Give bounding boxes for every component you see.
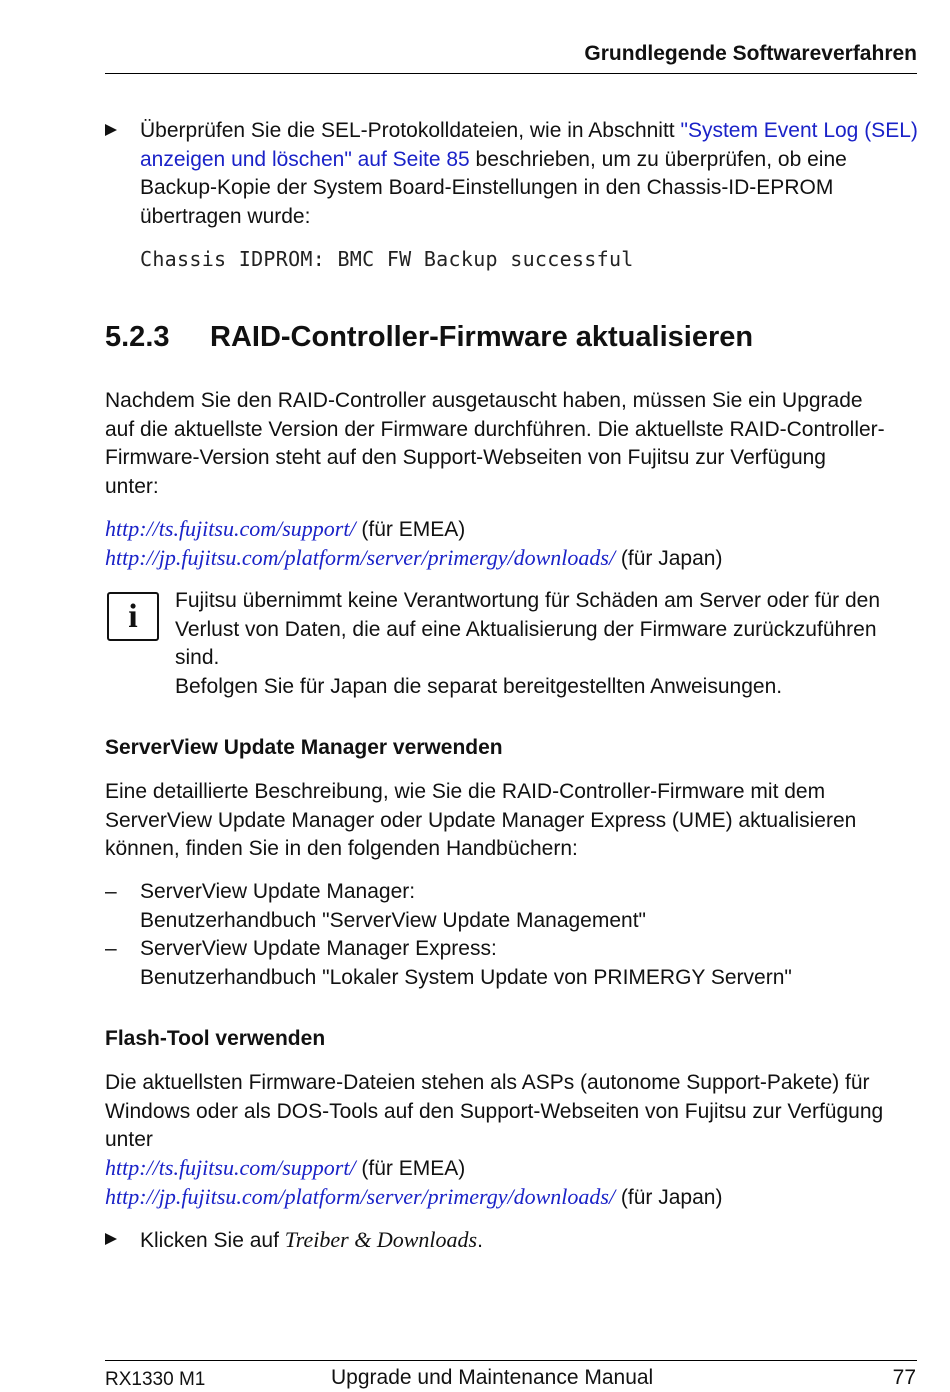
footer-manual-title: Upgrade und Maintenance Manual (331, 1366, 654, 1389)
footer-rule (105, 1360, 917, 1361)
link-suffix: (für EMEA) (355, 518, 466, 541)
link-suffix: (für Japan) (615, 1186, 723, 1209)
link-line-emea (105, 1154, 465, 1184)
subsection-title-flash-tool: Flash-Tool verwenden (105, 1027, 326, 1050)
intro-paragraph: Nachdem Sie den RAID-Controller ausgetauscht haben, müssen Sie ein Upgrade auf die aktuellste Version der Firmware durchführen. Die aktuellste RAID-Controller-Firmware-Version steht auf den Support-Webseiten von Fujitsu zur Verfügung unter: (105, 389, 885, 498)
link-line-japan (105, 1183, 722, 1213)
step-arrow-icon (105, 124, 117, 136)
flash-tool-paragraph: Die aktuellsten Firmware-Dateien stehen als ASPs (autonome Support-Pakete) für Windows oder als DOS-Tools auf den Support-Webseiten von Fujitsu zur Verfügung unter (105, 1071, 884, 1152)
section-title: RAID-Controller-Firmware aktualisieren (210, 321, 754, 353)
subsection-title-update-manager: ServerView Update Manager verwenden (105, 736, 503, 759)
list-dash: – (105, 880, 117, 903)
step-text-b: beschrieben, um zu überprüfen, ob eine Backup-Kopie der System Board-Einstellungen in den Chassis-ID-EPROM übertragen wurde: (140, 147, 847, 228)
list-dash: – (105, 937, 117, 960)
step-sel-check (140, 117, 920, 231)
code-sample: Chassis IDPROM: BMC FW Backup successful (140, 247, 634, 271)
link-suffix: (für Japan) (615, 547, 723, 570)
support-link-emea[interactable]: http://ts.fujitsu.com/support/ (105, 1155, 356, 1180)
support-link-emea[interactable]: http://ts.fujitsu.com/support/ (105, 516, 356, 541)
sel-section-link[interactable]: "System Event Log (SEL) anzeigen und löschen" auf Seite 85 (140, 119, 918, 171)
info-note-text (175, 587, 920, 701)
link-line-japan (105, 544, 722, 574)
list-item: ServerView Update Manager: Benutzerhandbuch "ServerView Update Management" (140, 880, 646, 932)
running-header: Grundlegende Softwareverfahren (584, 42, 917, 65)
footer-model: RX1330 M1 (105, 1369, 206, 1390)
header-rule (105, 73, 917, 74)
info-icon: i (107, 592, 159, 641)
step-text-a: Überprüfen Sie die SEL-Protokolldateien, wie in Abschnitt (140, 119, 681, 142)
step-click-downloads: Klicken Sie auf Treiber & Downloads. (140, 1227, 483, 1252)
list-item: ServerView Update Manager Express: Benutzerhandbuch "Lokaler System Update von PRIMERGY Servern" (140, 937, 792, 989)
info-note-line2: Befolgen Sie für Japan die separat bereitgestellten Anweisungen. (175, 674, 783, 698)
section-number: 5.2.3 (105, 321, 170, 353)
update-manager-paragraph: Eine detaillierte Beschreibung, wie Sie die RAID-Controller-Firmware mit dem ServerView Update Manager oder Update Manager Express (UME) aktualisieren können, finden Sie in den folgenden Handbüchern: (105, 780, 857, 861)
support-link-japan[interactable]: http://jp.fujitsu.com/platform/server/primergy/downloads/ (105, 1184, 616, 1209)
page-number: 77 (892, 1366, 916, 1389)
support-link-japan[interactable]: http://jp.fujitsu.com/platform/server/primergy/downloads/ (105, 545, 616, 570)
info-note-line1: Fujitsu übernimmt keine Verantwortung für Schäden am Server oder für den Verlust von Daten, die auf eine Aktualisierung der Firmware zurückzuführen sind. (175, 589, 881, 670)
link-line-emea (105, 515, 465, 545)
step-arrow-icon (105, 1233, 117, 1245)
menu-reference: Treiber & Downloads (284, 1227, 478, 1252)
link-suffix: (für EMEA) (355, 1157, 466, 1180)
